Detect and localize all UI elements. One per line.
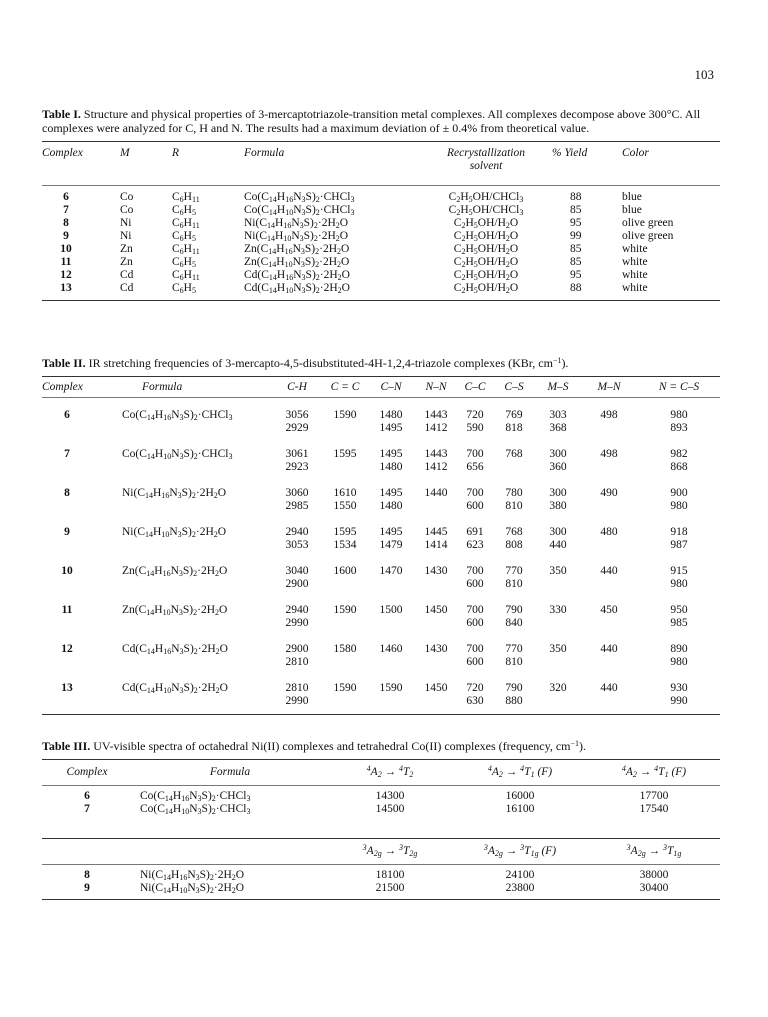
t1-cell-solvent: $C_2H_5OH/H_2O$ [453, 269, 519, 282]
t2-cell-formula: $Co(C_{14}H_{16}N_3S)_2\cdot CHCl_3$ [122, 409, 233, 422]
t2-cell-ms: 300 380 [549, 487, 567, 512]
t3-cell-t2: 23800 [505, 882, 535, 894]
t2-cell-complex: 10 [61, 565, 73, 577]
t1-cell-m: Zn [120, 256, 133, 268]
t2-cell-cs: 768 808 [505, 526, 523, 551]
t2-cell-cc: 691 623 [466, 526, 484, 551]
t1-cell-complex: 10 [60, 243, 72, 255]
t1-cell-formula: $Cd(C_{14}H_{16}N_3S)_2\cdot 2H_2O$ [244, 269, 350, 282]
t3-cell-t2: 16000 [505, 790, 535, 802]
t3-cell-t1: 21500 [375, 882, 405, 894]
t2-head-5: N–N [425, 381, 447, 393]
table-row [42, 675, 720, 715]
t3-cell-t3: 30400 [639, 882, 669, 894]
t2-cell-ms: 300 360 [549, 448, 567, 473]
table-row [42, 882, 720, 895]
table-2-caption [42, 356, 720, 370]
t1-cell-yield: 88 [570, 191, 582, 203]
t3-cell-t1: 18100 [375, 869, 405, 881]
t2-cell-nn: 1430 [424, 643, 448, 655]
t2-cell-ms: 350 [549, 565, 567, 577]
t2-cell-cn: 1480 1495 [379, 409, 403, 434]
table-2-label: Table II. [42, 356, 86, 370]
t1-cell-solvent: $C_2H_5OH/H_2O$ [453, 230, 519, 243]
table-3-block [42, 739, 720, 904]
t2-cell-ms: 303 368 [549, 409, 567, 434]
t1-head-solvent-2: solvent [469, 160, 503, 172]
t1-cell-complex: 7 [63, 204, 69, 216]
t2-cell-mn: 440 [600, 682, 618, 694]
t2-cell-formula: $Ni(C_{14}H_{16}N_3S)_2\cdot 2H_2O$ [122, 487, 227, 500]
t1-cell-yield: 88 [570, 282, 582, 294]
table-row [42, 869, 720, 882]
t2-cell-ms: 320 [549, 682, 567, 694]
t2-cell-ncs: 918 987 [670, 526, 688, 551]
t2-cell-mn: 450 [600, 604, 618, 616]
t2-cell-cn: 1495 1479 [379, 526, 403, 551]
t1-cell-solvent: $C_2H_5OH/CHCl_3$ [448, 204, 524, 217]
t1-cell-color: blue [622, 191, 642, 203]
table-row [42, 204, 720, 217]
t2-cell-ncs: 900 980 [670, 487, 688, 512]
t1-cell-formula: $Ni(C_{14}H_{10}N_3S)_2\cdot 2H_2O$ [244, 230, 349, 243]
t2-cell-nn: 1440 [424, 487, 448, 499]
t3-cell-t1: 14500 [375, 803, 405, 815]
t2-cell-cn: 1460 [379, 643, 403, 655]
t2-cell-formula: $Co(C_{14}H_{10}N_3S)_2\cdot CHCl_3$ [122, 448, 233, 461]
t2-cell-ch: 3061 2923 [285, 448, 309, 473]
table-row [42, 269, 720, 282]
t1-cell-r: $C_6H_{11}$ [172, 243, 200, 256]
t2-cell-cs: 770 810 [505, 565, 523, 590]
table-1 [42, 141, 720, 301]
t1-cell-r: $C_6H_5$ [172, 204, 196, 217]
t2-head-8: M–S [547, 381, 569, 393]
table-2 [42, 376, 720, 715]
t1-cell-formula: $Cd(C_{14}H_{10}N_3S)_2\cdot 2H_2O$ [244, 282, 350, 295]
table-row [42, 441, 720, 480]
t3-cell-complex: 6 [84, 790, 90, 802]
t1-cell-m: Cd [120, 269, 134, 281]
t2-cell-cc: 720 590 [466, 409, 484, 434]
t2-head-4: C–N [380, 381, 402, 393]
table-row [42, 636, 720, 675]
t1-cell-formula: $Co(C_{14}H_{16}N_3S)_2\cdot CHCl_3$ [244, 191, 355, 204]
t2-head-7: C–S [504, 381, 524, 393]
t2-cell-cc: 700 600 [466, 565, 484, 590]
t2-head-1: Formula [142, 381, 183, 393]
t1-cell-m: Zn [120, 243, 133, 255]
t2-cell-formula: $Ni(C_{14}H_{10}N_3S)_2\cdot 2H_2O$ [122, 526, 227, 539]
t2-cell-cc_double: 1590 [333, 409, 357, 421]
t3-cell-formula: $Co(C_{14}H_{10}N_3S)_2\cdot CHCl_3$ [140, 803, 251, 816]
t1-cell-yield: 85 [570, 243, 582, 255]
t2-cell-cs: 790 840 [505, 604, 523, 629]
t2-cell-ch: 2940 2990 [285, 604, 309, 629]
t1-head-complex: Complex [42, 147, 83, 159]
t1-head-color: Color [622, 147, 649, 159]
table-3-caption-text: UV-visible spectra of octahedral Ni(II) complexes and tetrahedral Co(II) complexes (frequency, $cm^{-1}$). [93, 739, 587, 753]
t2-cell-ncs: 950 985 [670, 604, 688, 629]
t1-head-r: R [172, 147, 180, 159]
t1-cell-color: white [622, 256, 648, 268]
t2-cell-nn: 1445 1414 [424, 526, 448, 551]
t2-head-2: C-H [287, 381, 307, 393]
table-1-header-row [42, 142, 720, 174]
table-row [42, 230, 720, 243]
t3-head-t2: $^3A_{2g} \to ^3T_{1g}$ (F) [483, 843, 557, 858]
t2-cell-complex: 7 [64, 448, 70, 460]
t1-cell-color: white [622, 269, 648, 281]
table-row [42, 282, 720, 301]
t1-cell-formula: $Zn(C_{14}H_{10}N_3S)_2\cdot 2H_2O$ [244, 256, 350, 269]
table-1-label: Table I. [42, 107, 81, 121]
t2-cell-cc_double: 1580 [333, 643, 357, 655]
table-row [42, 597, 720, 636]
t2-cell-ch: 2900 2810 [285, 643, 309, 668]
table-2-header-row [42, 377, 720, 398]
t2-cell-nn: 1443 1412 [424, 448, 448, 473]
t2-cell-cc: 700 600 [466, 487, 484, 512]
t1-cell-solvent: $C_2H_5OH/H_2O$ [453, 217, 519, 230]
t1-cell-r: $C_6H_5$ [172, 230, 196, 243]
t3-cell-t2: 24100 [505, 869, 535, 881]
t2-cell-ms: 330 [549, 604, 567, 616]
t2-cell-complex: 12 [61, 643, 73, 655]
t2-head-9: M–N [597, 381, 621, 393]
t3-cell-complex: 7 [84, 803, 90, 815]
t3-head-formula [132, 839, 328, 865]
table-row [42, 191, 720, 204]
t3-cell-t3: 38000 [639, 869, 669, 881]
t1-head-m: M [120, 147, 130, 159]
t3-cell-complex: 8 [84, 869, 90, 881]
table-2-block [42, 356, 720, 715]
t2-head-0: Complex [42, 381, 83, 393]
t2-head-3: C = C [330, 381, 360, 393]
t2-cell-formula: $Zn(C_{14}H_{10}N_3S)_2\cdot 2H_2O$ [122, 604, 228, 617]
t1-cell-solvent: $C_2H_5OH/H_2O$ [453, 243, 519, 256]
t1-cell-formula: $Ni(C_{14}H_{16}N_3S)_2\cdot 2H_2O$ [244, 217, 349, 230]
t1-cell-m: Ni [120, 217, 132, 229]
t1-cell-yield: 85 [570, 204, 582, 216]
t2-cell-nn: 1430 [424, 565, 448, 577]
t1-cell-complex: 8 [63, 217, 69, 229]
t2-cell-formula: $Cd(C_{14}H_{10}N_3S)_2\cdot 2H_2O$ [122, 682, 228, 695]
t2-cell-cs: 769 818 [505, 409, 523, 434]
t2-cell-mn: 440 [600, 565, 618, 577]
t1-cell-m: Co [120, 204, 134, 216]
t3-head-complex [42, 839, 132, 865]
t2-cell-nn: 1450 [424, 604, 448, 616]
table-row [42, 790, 720, 803]
t2-cell-nn: 1443 1412 [424, 409, 448, 434]
t2-cell-cs: 790 880 [505, 682, 523, 707]
t3-header-row-a [42, 760, 720, 786]
t1-cell-complex: 6 [63, 191, 69, 203]
t2-cell-cn: 1590 [379, 682, 403, 694]
t3-cell-t1: 14300 [375, 790, 405, 802]
t3-head-t1: $^3A_{2g} \to ^3T_{2g}$ [362, 843, 418, 858]
t3-head-complex: Complex [66, 766, 108, 778]
table-2-body [42, 402, 720, 715]
t1-cell-r: $C_6H_5$ [172, 282, 196, 295]
t2-cell-mn: 490 [600, 487, 618, 499]
table-1-block [42, 107, 720, 301]
table-row [42, 402, 720, 441]
t2-cell-cc_double: 1595 1534 [333, 526, 357, 551]
t3-cell-t2: 16100 [505, 803, 535, 815]
t1-head-yield: % Yield [552, 147, 588, 159]
t2-cell-complex: 8 [64, 487, 70, 499]
t2-cell-ncs: 930 990 [670, 682, 688, 707]
table-row [42, 558, 720, 597]
t3-cell-formula: $Ni(C_{14}H_{16}N_3S)_2\cdot 2H_2O$ [140, 869, 245, 882]
t3-head-formula: Formula [209, 766, 251, 778]
t1-cell-yield: 99 [570, 230, 582, 242]
t1-cell-color: white [622, 243, 648, 255]
table-2-caption-text: IR stretching frequencies of 3-mercapto-4,5-disubstituted-4H-1,2,4-triazole complexes (KBr, $cm^{-1}$). [88, 356, 569, 370]
table-3-body [42, 760, 720, 905]
t1-cell-complex: 12 [60, 269, 72, 281]
t1-cell-m: Ni [120, 230, 132, 242]
t2-cell-cn: 1495 1480 [379, 448, 403, 473]
t1-cell-yield: 85 [570, 256, 582, 268]
table-1-caption-text: Structure and physical properties of 3-mercaptotriazole-transition metal complexes. All complexes decompose above 300°C. All complexes were analyzed for C, H and N. The results had a maximum deviation of ± 0.4% from theoretical value. [42, 107, 701, 135]
t2-cell-complex: 11 [61, 604, 73, 616]
t2-cell-formula: $Zn(C_{14}H_{16}N_3S)_2\cdot 2H_2O$ [122, 565, 228, 578]
table-3-label: Table III. [42, 739, 91, 753]
t1-cell-color: white [622, 282, 648, 294]
t1-cell-solvent: $C_2H_5OH/CHCl_3$ [448, 191, 524, 204]
t1-cell-color: olive green [622, 230, 674, 242]
t3-cell-complex: 9 [84, 882, 90, 894]
t2-cell-cc: 700 600 [466, 643, 484, 668]
t3-head-t1: $^4A_2 \to ^4T_2$ [366, 764, 414, 779]
t1-head-solvent [420, 142, 552, 174]
t2-cell-ch: 3060 2985 [285, 487, 309, 512]
t1-cell-r: $C_6H_{11}$ [172, 217, 200, 230]
t2-cell-ch: 3056 2929 [285, 409, 309, 434]
table-1-caption [42, 107, 720, 135]
table-row [42, 519, 720, 558]
table-1-body [42, 191, 720, 301]
page-number: 103 [694, 67, 714, 82]
t2-cell-ms: 300 440 [549, 526, 567, 551]
t2-cell-mn: 498 [600, 448, 618, 460]
t2-cell-mn: 480 [600, 526, 618, 538]
table-row [42, 243, 720, 256]
table-row [42, 803, 720, 816]
t3-cell-formula: $Co(C_{14}H_{16}N_3S)_2\cdot CHCl_3$ [140, 790, 251, 803]
t1-cell-yield: 95 [570, 217, 582, 229]
t2-cell-cc: 720 630 [466, 682, 484, 707]
t2-cell-mn: 498 [600, 409, 618, 421]
t2-cell-ms: 350 [549, 643, 567, 655]
t2-cell-cc_double: 1590 [333, 604, 357, 616]
t2-cell-nn: 1450 [424, 682, 448, 694]
t1-cell-r: $C_6H_{11}$ [172, 269, 200, 282]
t1-cell-formula: $Zn(C_{14}H_{16}N_3S)_2\cdot 2H_2O$ [244, 243, 350, 256]
t2-cell-ncs: 890 980 [670, 643, 688, 668]
t2-cell-ch: 2940 3053 [285, 526, 309, 551]
t1-cell-color: blue [622, 204, 642, 216]
t3-cell-formula: $Ni(C_{14}H_{10}N_3S)_2\cdot 2H_2O$ [140, 882, 245, 895]
t3-cell-t3: 17540 [639, 803, 669, 815]
t2-cell-ncs: 982 868 [670, 448, 688, 473]
table-row [42, 217, 720, 230]
t2-cell-cc_double: 1595 [333, 448, 357, 460]
t3-head-t3: $^4A_2 \to ^4T_1$ (F) [621, 764, 687, 779]
t2-cell-ncs: 980 893 [670, 409, 688, 434]
t2-cell-cs: 770 810 [505, 643, 523, 668]
t1-cell-formula: $Co(C_{14}H_{10}N_3S)_2\cdot CHCl_3$ [244, 204, 355, 217]
t3-head-t3: $^3A_{2g} \to ^3T_{1g}$ [626, 843, 682, 858]
t2-head-6: C–C [464, 381, 486, 393]
t1-head-solvent-1: Recrystallization [447, 147, 525, 159]
table-3 [42, 759, 720, 904]
t3-head-t2: $^4A_2 \to ^4T_1$ (F) [487, 764, 553, 779]
t1-cell-complex: 9 [63, 230, 69, 242]
t2-cell-cn: 1495 1480 [379, 487, 403, 512]
t2-cell-cn: 1500 [379, 604, 403, 616]
t2-cell-ch: 3040 2900 [285, 565, 309, 590]
t1-cell-color: olive green [622, 217, 674, 229]
t2-cell-cc_double: 1610 1550 [333, 487, 357, 512]
t1-cell-r: $C_6H_5$ [172, 256, 196, 269]
t2-cell-cc_double: 1600 [333, 565, 357, 577]
t2-cell-ncs: 915 980 [670, 565, 688, 590]
t1-cell-r: $C_6H_{11}$ [172, 191, 200, 204]
t3-cell-t3: 17700 [639, 790, 669, 802]
t3-header-row-b [42, 839, 720, 865]
t2-cell-cs: 768 [505, 448, 523, 460]
t2-cell-cs: 780 810 [505, 487, 523, 512]
t2-cell-cn: 1470 [379, 565, 403, 577]
t1-cell-complex: 11 [60, 256, 72, 268]
t1-head-formula: Formula [244, 147, 285, 159]
t2-cell-formula: $Cd(C_{14}H_{16}N_3S)_2\cdot 2H_2O$ [122, 643, 228, 656]
table-row [42, 256, 720, 269]
table-row [42, 480, 720, 519]
table-3-caption [42, 739, 720, 753]
t2-cell-cc: 700 600 [466, 604, 484, 629]
t1-cell-m: Co [120, 191, 134, 203]
t2-cell-complex: 13 [61, 682, 73, 694]
t1-cell-m: Cd [120, 282, 134, 294]
t1-cell-yield: 95 [570, 269, 582, 281]
t2-cell-complex: 9 [64, 526, 70, 538]
t2-cell-cc_double: 1590 [333, 682, 357, 694]
t1-cell-solvent: $C_2H_5OH/H_2O$ [453, 282, 519, 295]
t2-cell-complex: 6 [64, 409, 70, 421]
t1-cell-complex: 13 [60, 282, 72, 294]
t2-cell-ch: 2810 2990 [285, 682, 309, 707]
t2-head-10: N = C–S [658, 381, 700, 393]
t2-cell-mn: 440 [600, 643, 618, 655]
t2-cell-cc: 700 656 [466, 448, 484, 473]
t1-cell-solvent: $C_2H_5OH/H_2O$ [453, 256, 519, 269]
